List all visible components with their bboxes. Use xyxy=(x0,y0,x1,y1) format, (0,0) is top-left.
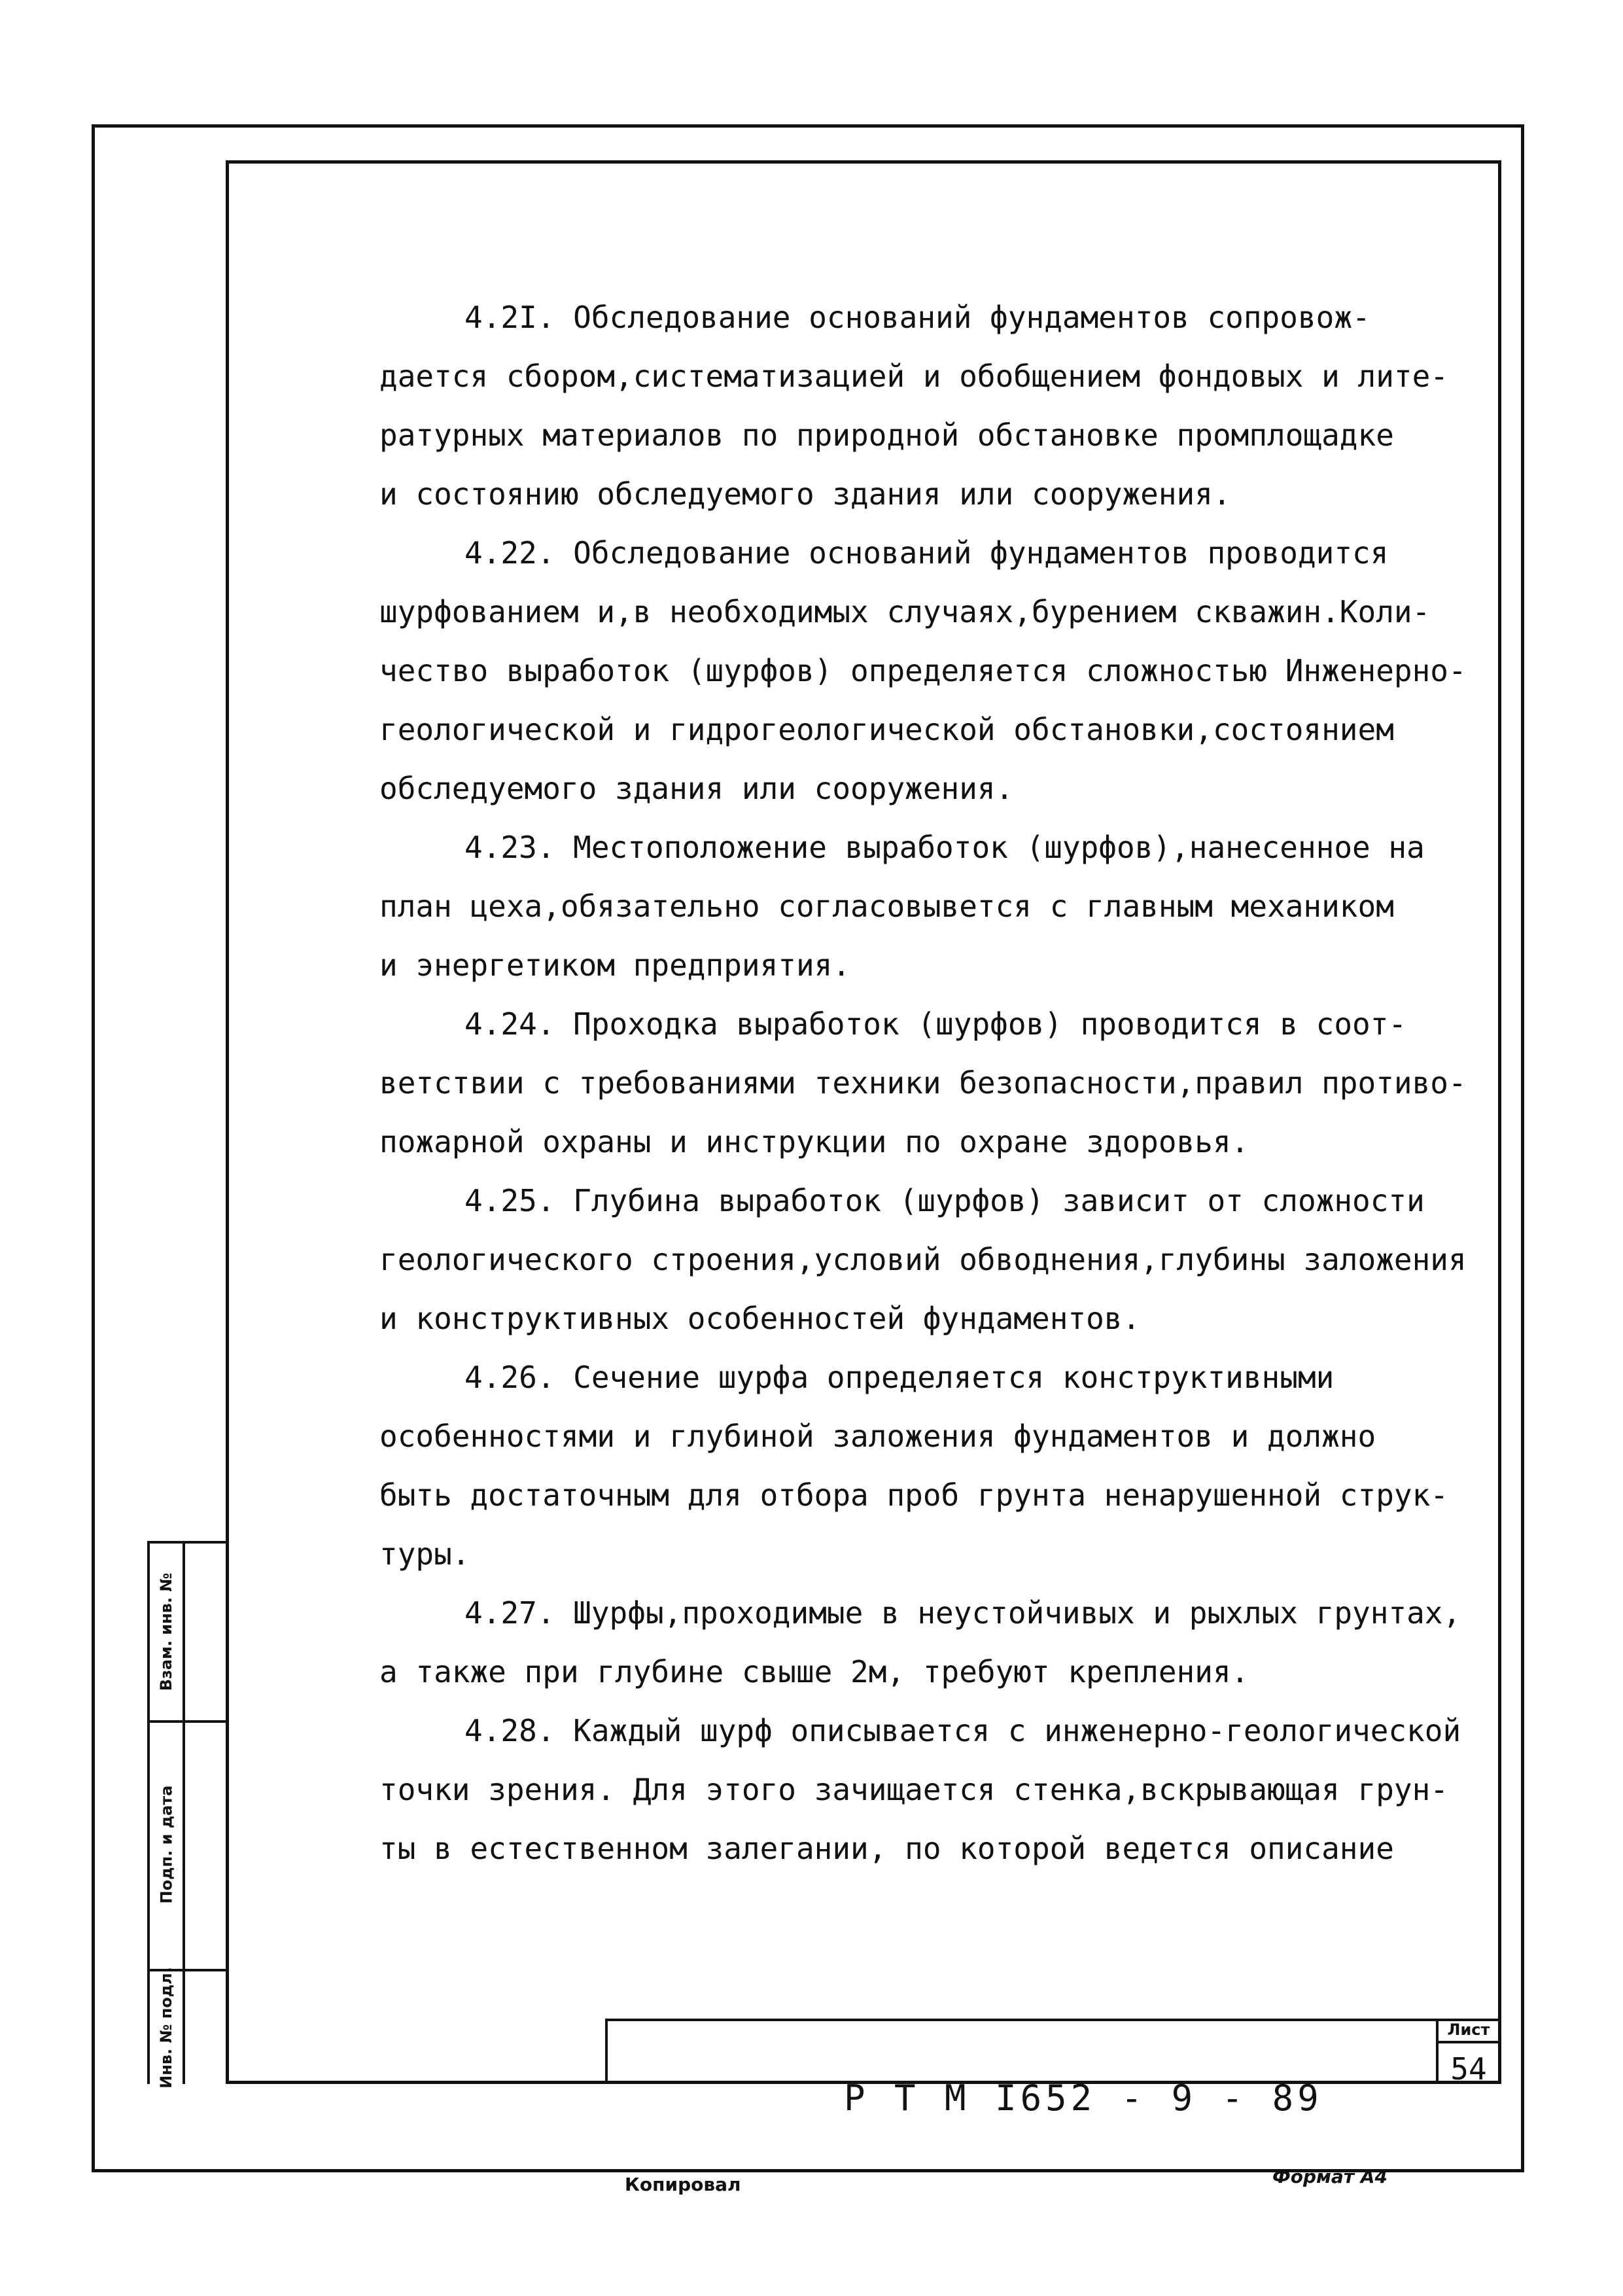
paragraph xyxy=(379,995,1492,1171)
paragraph xyxy=(379,288,1492,523)
text-line: 4.27. Шурфы,проходимые в неустойчивых и рыхлых грунтах, xyxy=(464,1595,1461,1631)
sheet-number: 54 xyxy=(1450,2051,1487,2087)
side-stamp-strip xyxy=(147,1541,226,2089)
text-line: и конструктивных особенностей фундаментов. xyxy=(379,1301,1141,1336)
sheet-label-box xyxy=(1436,2019,1501,2043)
text-line: 4.2I. Обследование оснований фундаментов сопровож- xyxy=(464,300,1370,335)
text-line: точки зрения. Для этого зачищается стенка,вскрывающая грун- xyxy=(379,1772,1448,1807)
side-strip-divider xyxy=(183,1544,185,2084)
sheet-label: Лист xyxy=(1447,2021,1490,2039)
document-body xyxy=(379,288,1492,1878)
text-line: обследуемого здания или сооружения. xyxy=(379,771,1014,806)
paragraph xyxy=(379,1701,1492,1878)
text-line: план цеха,обязательно согласовывется с главным механиком xyxy=(379,889,1394,924)
text-line: геологического строения,условий обводнения,глубины заложения xyxy=(379,1242,1467,1277)
text-line: и состоянию обследуемого здания или сооружения. xyxy=(379,476,1231,512)
text-line: 4.26. Сечение шурфа определяется конструктивными xyxy=(464,1360,1335,1395)
inv-replace-label: Взам. инв. № xyxy=(157,1572,175,1691)
text-line: 4.22. Обследование оснований фундаментов проводится xyxy=(464,535,1389,571)
text-line: ты в естественном залегании, по которой ведется описание xyxy=(379,1831,1394,1866)
copied-label: Копировал xyxy=(625,2174,741,2195)
text-line: 4.23. Местоположение выработок (шурфов),нанесенное на xyxy=(464,830,1425,865)
paragraph xyxy=(379,1348,1492,1583)
text-line: 4.25. Глубина выработок (шурфов) зависит от сложности xyxy=(464,1183,1425,1218)
text-line: дается сбором,систематизацией и обобщением фондовых и лите- xyxy=(379,359,1448,394)
text-line: ратурных материалов по природной обстановке промплощадке xyxy=(379,417,1394,453)
text-line: быть достаточным для отбора проб грунта ненарушенной струк- xyxy=(379,1477,1448,1513)
text-line: ветствии с требованиями техники безопасности,правил противо- xyxy=(379,1065,1467,1101)
title-block xyxy=(605,2019,1501,2084)
text-line: геологической и гидрогеологической обстановки,состоянием xyxy=(379,712,1394,747)
text-line: а также при глубине свыше 2м, требуют крепления. xyxy=(379,1654,1249,1689)
inv-orig-label: Инв. № подл. xyxy=(157,1967,175,2089)
paragraph xyxy=(379,1171,1492,1348)
document-code: Р Т М I652 - 9 - 89 xyxy=(844,2077,1323,2119)
text-line: шурфованием и,в необходимых случаях,бурением скважин.Коли- xyxy=(379,594,1431,629)
text-line: особенностями и глубиной заложения фундаментов и должно xyxy=(379,1419,1376,1454)
format-label: Формат А4 xyxy=(1272,2166,1387,2187)
sign-date-label: Подп. и дата xyxy=(157,1785,175,1904)
text-line: 4.28. Каждый шурф описывается с инженерно-геологической xyxy=(464,1713,1461,1748)
text-line: и энергетиком предприятия. xyxy=(379,947,851,983)
paragraph xyxy=(379,523,1492,818)
text-line: 4.24. Проходка выработок (шурфов) проводится в соот- xyxy=(464,1006,1407,1042)
paragraph xyxy=(379,818,1492,995)
text-line: пожарной охраны и инструкции по охране здоровья. xyxy=(379,1124,1249,1159)
text-line: туры. xyxy=(379,1536,470,1572)
paragraph xyxy=(379,1583,1492,1701)
text-line: чество выработок (шурфов) определяется сложностью Инженерно- xyxy=(379,653,1467,688)
